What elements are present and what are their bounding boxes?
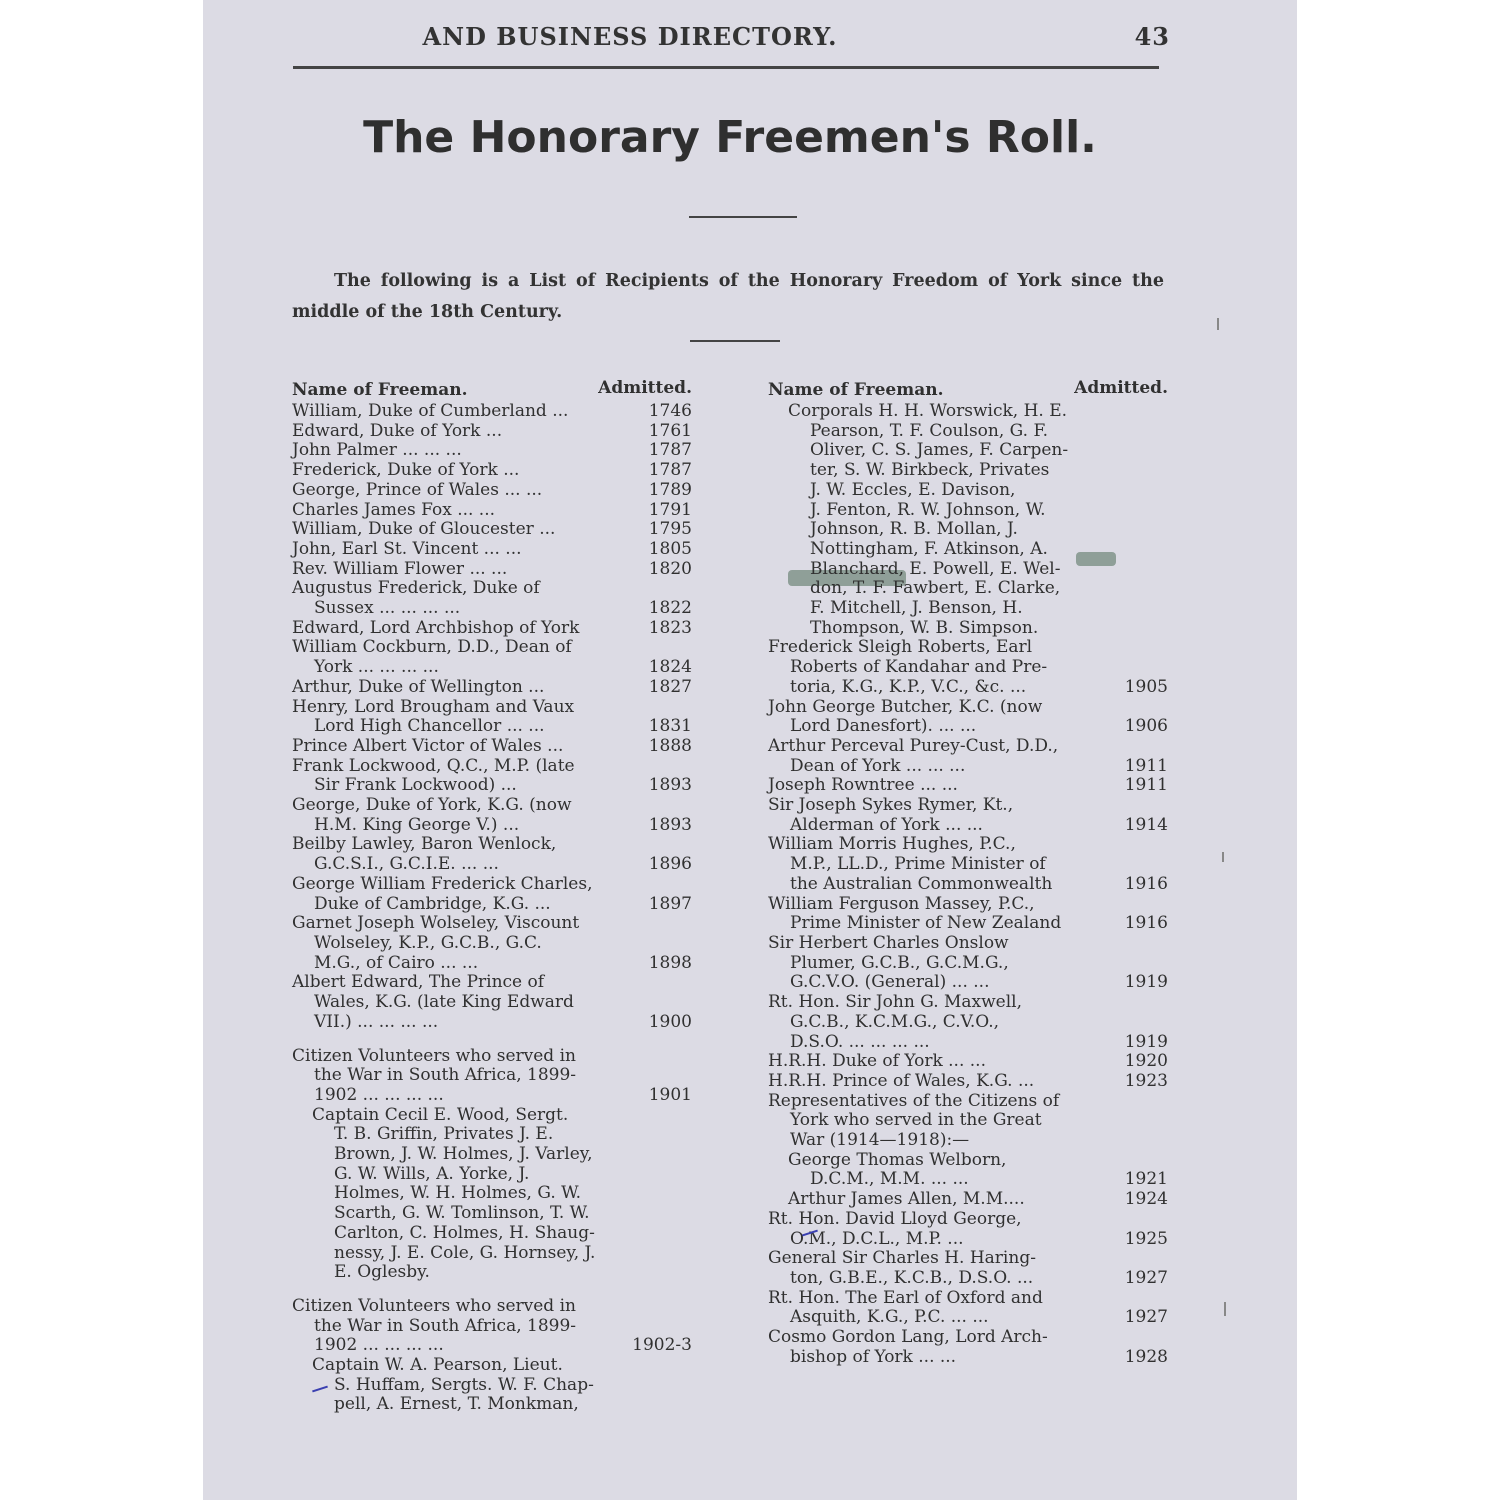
freeman-name [768, 1052, 1116, 1072]
admitted-year: 1896 [648, 854, 692, 875]
freeman-name-line: J. Fenton, R. W. Johnson, W. [810, 499, 1046, 520]
freeman-name [768, 796, 1116, 835]
freeman-entry [768, 835, 1168, 894]
freeman-name-line: Arthur Perceval Purey-Cust, D.D., [768, 735, 1059, 756]
freeman-entry [768, 1289, 1168, 1328]
freeman-name [768, 698, 1116, 737]
name-header: Name of Freeman. [768, 380, 944, 400]
freeman-name-line: Wolseley, K.P., G.C.B., G.C. [314, 932, 542, 953]
freeman-name-line: Dean of York ... ... ... [790, 755, 966, 776]
freeman-name-line: O.M., D.C.L., M.P. ... [790, 1228, 964, 1249]
freeman-name [768, 1072, 1116, 1092]
freeman-name [292, 757, 640, 796]
header-rule [293, 66, 1159, 69]
freeman-name-line: Rt. Hon. Sir John G. Maxwell, [768, 992, 1023, 1013]
freeman-name-line: Sir Frank Lockwood) ... [314, 775, 517, 796]
freeman-name-line: Lord High Chancellor ... ... [314, 716, 545, 737]
admitted-year: 1746 [648, 401, 692, 421]
freeman-entry [292, 796, 692, 835]
freeman-name-line: pell, A. Ernest, T. Monkman, [334, 1394, 579, 1415]
freeman-name-line: Holmes, W. H. Holmes, G. W. [334, 1183, 582, 1204]
freeman-name-line: Edward, Lord Archbishop of York [292, 617, 580, 638]
freeman-entry [292, 698, 692, 737]
freeman-entry [292, 757, 692, 796]
admitted-year: 1920 [1124, 1051, 1168, 1072]
freeman-name-line: William, Duke of Gloucester ... [292, 519, 556, 540]
freeman-name-line: Lord Danesfort). ... ... [790, 716, 977, 737]
admitted-year: 1824 [648, 657, 692, 678]
admitted-year: 1911 [1124, 775, 1168, 796]
freeman-name [292, 540, 640, 560]
admitted-year: 1897 [648, 893, 692, 914]
freeman-name-line: Representatives of the Citizens of [768, 1090, 1060, 1111]
freeman-name-line: J. W. Eccles, E. Davison, [810, 479, 1016, 500]
freeman-name-line: Nottingham, F. Atkinson, A. [810, 538, 1048, 559]
freeman-entry [292, 1297, 692, 1356]
freeman-name [292, 619, 640, 639]
freeman-name-line: War (1914—1918):— [790, 1130, 970, 1151]
freeman-name [292, 1047, 640, 1106]
admitted-year: 1827 [648, 676, 692, 697]
freeman-entry [292, 461, 692, 481]
freeman-name-line: bishop of York ... ... [790, 1346, 957, 1367]
freeman-name [768, 835, 1116, 894]
intro-paragraph: The following is a List of Recipients of the Honorary Freedom of York since the middle of the 18th Century. [292, 271, 1164, 322]
margin-mark [1217, 318, 1219, 330]
freeman-name-line: F. Mitchell, J. Benson, H. [810, 598, 1023, 619]
freeman-name-line: General Sir Charles H. Haring- [768, 1248, 1036, 1269]
freeman-name-line: Rt. Hon. David Lloyd George, [768, 1208, 1022, 1229]
page-number: 43 [1134, 22, 1170, 51]
freeman-name [292, 1297, 640, 1356]
freeman-name-line: John Palmer ... ... ... [292, 440, 462, 461]
freeman-name [768, 1092, 1116, 1151]
freeman-name-line: Sussex ... ... ... ... [314, 598, 461, 619]
freeman-entry [292, 619, 692, 639]
right-column [768, 374, 1168, 1367]
freeman-name-line: Blanchard, E. Powell, E. Wel- [810, 558, 1061, 579]
freeman-name-line: don, T. F. Fawbert, E. Clarke, [810, 578, 1061, 599]
freeman-name [768, 993, 1116, 1052]
freeman-name-line: Sir Herbert Charles Onslow [768, 932, 1009, 953]
freeman-entry [292, 678, 692, 698]
freeman-name-line: Plumer, G.C.B., G.C.M.G., [790, 952, 1009, 973]
freeman-entry [768, 1151, 1168, 1190]
freeman-name-line: Pearson, T. F. Coulson, G. F. [810, 420, 1048, 441]
freeman-name [768, 638, 1116, 697]
admitted-year: 1919 [1124, 1031, 1168, 1052]
freeman-name-line: ton, G.B.E., K.C.B., D.S.O. ... [790, 1267, 1034, 1288]
freeman-name-line: Carlton, C. Holmes, H. Shaug- [334, 1222, 595, 1243]
freeman-name-line: E. Oglesby. [334, 1262, 430, 1283]
admitted-year: 1927 [1124, 1307, 1168, 1328]
freeman-name-line: Charles James Fox ... ... [292, 499, 496, 520]
freeman-name [292, 835, 640, 874]
admitted-year: 1911 [1124, 755, 1168, 776]
freeman-name-line: Augustus Frederick, Duke of [292, 578, 540, 599]
freeman-name-line: H.R.H. Prince of Wales, K.G. ... [768, 1070, 1035, 1091]
freeman-name-line: D.S.O. ... ... ... ... [790, 1031, 930, 1052]
admitted-year: 1901 [648, 1084, 692, 1105]
admitted-year: 1924 [1124, 1189, 1168, 1210]
left-column-header [292, 374, 692, 402]
admitted-year: 1916 [1124, 913, 1168, 934]
left-column [292, 374, 692, 1415]
freeman-name-line: Cosmo Gordon Lang, Lord Arch- [768, 1327, 1048, 1348]
freeman-name-line: Corporals H. H. Worswick, H. E. [788, 401, 1068, 421]
admitted-year: 1927 [1124, 1267, 1168, 1288]
freeman-entry [768, 638, 1168, 697]
freeman-name [292, 520, 640, 540]
freeman-name [768, 402, 1136, 638]
freeman-name-line: H.M. King George V.) ... [314, 814, 520, 835]
freeman-name [768, 1249, 1116, 1288]
freeman-name-line: William Cockburn, D.D., Dean of [292, 637, 572, 658]
freeman-entry [292, 914, 692, 973]
freeman-name-line: Frederick, Duke of York ... [292, 460, 520, 481]
freeman-name-line: William Morris Hughes, P.C., [768, 834, 1016, 855]
admitted-year: 1888 [648, 735, 692, 756]
freeman-name-line: Sir Joseph Sykes Rymer, Kt., [768, 795, 1014, 816]
freeman-name [768, 1190, 1136, 1210]
admitted-year: 1822 [648, 598, 692, 619]
freeman-name-line: William Ferguson Massey, P.C., [768, 893, 1035, 914]
freeman-entry [768, 796, 1168, 835]
freeman-name [292, 698, 640, 737]
right-column-header [768, 374, 1168, 402]
freeman-name-line: toria, K.G., K.P., V.C., &c. ... [790, 676, 1027, 697]
admitted-year: 1893 [648, 775, 692, 796]
freeman-name-line: Roberts of Kandahar and Pre- [790, 657, 1048, 678]
freeman-name-line: Edward, Duke of York ... [292, 420, 503, 441]
admitted-year: 1916 [1124, 873, 1168, 894]
freeman-name-line: 1902 ... ... ... ... [314, 1084, 444, 1105]
freeman-name-line: Frank Lockwood, Q.C., M.P. (late [292, 755, 575, 776]
freeman-name [768, 737, 1116, 776]
freeman-name-line: M.G., of Cairo ... ... [314, 952, 479, 973]
freeman-name [292, 875, 640, 914]
admitted-year: 1914 [1124, 814, 1168, 835]
freeman-entry [292, 737, 692, 757]
freeman-entry [768, 1249, 1168, 1288]
freeman-name [292, 914, 640, 973]
margin-mark [1224, 1302, 1226, 1316]
admitted-year: 1919 [1124, 972, 1168, 993]
freeman-entry [768, 895, 1168, 934]
freeman-name-line: Arthur James Allen, M.M.... [788, 1189, 1025, 1210]
freeman-name-line: Asquith, K.G., P.C. ... ... [790, 1307, 989, 1328]
freeman-entry [292, 875, 692, 914]
admitted-year: 1906 [1124, 716, 1168, 737]
freeman-entry [292, 835, 692, 874]
admitted-year: 1923 [1124, 1070, 1168, 1091]
freeman-name-line: William, Duke of Cumberland ... [292, 401, 569, 421]
admitted-header: Admitted. [1074, 378, 1168, 398]
freeman-name-line: the War in South Africa, 1899- [314, 1315, 577, 1336]
intro-rule [690, 340, 780, 342]
freeman-entry [768, 1210, 1168, 1249]
left-entry-list [292, 402, 692, 1415]
freeman-entry [292, 540, 692, 560]
freeman-name-line: Arthur, Duke of Wellington ... [292, 676, 545, 697]
freeman-entry [292, 422, 692, 442]
freeman-name-line: M.P., LL.D., Prime Minister of [790, 854, 1046, 875]
right-entry-list [768, 402, 1168, 1367]
freeman-name [292, 638, 640, 677]
freeman-name [768, 895, 1116, 934]
freeman-name-line: Joseph Rowntree ... ... [768, 775, 958, 796]
admitted-year: 1761 [648, 420, 692, 441]
admitted-year: 1893 [648, 814, 692, 835]
freeman-entry [768, 1328, 1168, 1367]
freeman-name [292, 560, 640, 580]
freeman-name [292, 579, 640, 618]
freeman-entry [292, 441, 692, 461]
freeman-name [292, 461, 640, 481]
freeman-entry [292, 501, 692, 521]
admitted-year: 1787 [648, 460, 692, 481]
running-header [290, 22, 1170, 56]
freeman-entry [292, 973, 692, 1032]
freeman-entry [768, 698, 1168, 737]
freeman-entry [292, 1356, 692, 1415]
admitted-year: 1905 [1124, 676, 1168, 697]
admitted-year: 1795 [648, 519, 692, 540]
freeman-name-line: Thompson, W. B. Simpson. [810, 617, 1039, 638]
admitted-year: 1789 [648, 479, 692, 500]
freeman-name [292, 1356, 660, 1415]
freeman-name-line: Captain W. A. Pearson, Lieut. [312, 1355, 563, 1376]
freeman-name-line: George, Prince of Wales ... ... [292, 479, 543, 500]
freeman-name-line: the War in South Africa, 1899- [314, 1065, 577, 1086]
freeman-name-line: Garnet Joseph Wolseley, Viscount [292, 913, 580, 934]
freeman-name [292, 973, 640, 1032]
freeman-name-line: 1902 ... ... ... ... [314, 1335, 444, 1356]
freeman-name-line: Scarth, G. W. Tomlinson, T. W. [334, 1203, 590, 1224]
freeman-name-line: Citizen Volunteers who served in [292, 1295, 576, 1316]
admitted-year: 1925 [1124, 1228, 1168, 1249]
freeman-entry [768, 934, 1168, 993]
admitted-year: 1823 [648, 617, 692, 638]
freeman-name-line: Albert Edward, The Prince of [292, 972, 545, 993]
freeman-name-line: Henry, Lord Brougham and Vaux [292, 696, 575, 717]
freeman-name-line: George Thomas Welborn, [788, 1149, 1007, 1170]
freeman-entry [292, 1047, 692, 1106]
freeman-name [768, 1289, 1116, 1328]
admitted-year: 1831 [648, 716, 692, 737]
freeman-entry [292, 520, 692, 540]
admitted-year: 1898 [648, 952, 692, 973]
freeman-name-line: Brown, J. W. Holmes, J. Varley, [334, 1144, 593, 1165]
freeman-name-line: Captain Cecil E. Wood, Sergt. [312, 1104, 569, 1125]
freeman-name-line: VII.) ... ... ... ... [314, 1011, 439, 1032]
freeman-name [292, 1106, 660, 1283]
freeman-name-line: the Australian Commonwealth [790, 873, 1053, 894]
freeman-name [292, 402, 640, 422]
freeman-name-line: G.C.S.I., G.C.I.E. ... ... [314, 854, 499, 875]
freeman-entry [292, 481, 692, 501]
freeman-entry [768, 737, 1168, 776]
freeman-name [768, 1151, 1136, 1190]
admitted-year: 1900 [648, 1011, 692, 1032]
freeman-name [292, 737, 640, 757]
admitted-year: 1921 [1124, 1169, 1168, 1190]
freeman-name-line: Wales, K.G. (late King Edward [314, 992, 574, 1013]
freeman-name [768, 776, 1116, 796]
freeman-name [292, 441, 640, 461]
freeman-name-line: John, Earl St. Vincent ... ... [292, 538, 522, 559]
freeman-name-line: George William Frederick Charles, [292, 873, 593, 894]
freeman-name-line: Oliver, C. S. James, F. Carpen- [810, 440, 1069, 461]
freeman-name-line: Prime Minister of New Zealand [790, 913, 1062, 934]
freeman-name-line: Alderman of York ... ... [790, 814, 983, 835]
freeman-name-line: S. Huffam, Sergts. W. F. Chap- [334, 1374, 594, 1395]
freeman-name-line: T. B. Griffin, Privates J. E. [334, 1124, 554, 1145]
freeman-name [292, 796, 640, 835]
freeman-name-line: Beilby Lawley, Baron Wenlock, [292, 834, 557, 855]
admitted-year: 1928 [1124, 1346, 1168, 1367]
margin-mark [1222, 852, 1224, 862]
freeman-name [292, 481, 640, 501]
freeman-entry [768, 402, 1168, 638]
freeman-entry [292, 560, 692, 580]
freeman-name-line: Citizen Volunteers who served in [292, 1045, 576, 1066]
freeman-entry [292, 579, 692, 618]
freeman-name [768, 934, 1116, 993]
freeman-entry [768, 1052, 1168, 1072]
freeman-name-line: York who served in the Great [790, 1110, 1042, 1131]
freeman-name-line: Rt. Hon. The Earl of Oxford and [768, 1287, 1043, 1308]
admitted-year: 1787 [648, 440, 692, 461]
freeman-entry [292, 1106, 692, 1283]
freeman-name-line: Johnson, R. B. Mollan, J. [810, 519, 1018, 540]
freeman-entry [768, 776, 1168, 796]
admitted-year: 1902-3 [632, 1335, 692, 1356]
freeman-name [292, 501, 640, 521]
admitted-header: Admitted. [598, 378, 692, 398]
freeman-name-line: ter, S. W. Birkbeck, Privates [810, 460, 1050, 481]
freeman-name-line: Rev. William Flower ... ... [292, 558, 508, 579]
freeman-name-line: York ... ... ... ... [314, 657, 439, 678]
freeman-name-line: D.C.M., M.M. ... ... [810, 1169, 969, 1190]
freeman-name-line: Prince Albert Victor of Wales ... [292, 735, 564, 756]
page-title: The Honorary Freemen's Roll. [363, 112, 1097, 163]
freeman-name-line: G. W. Wills, A. Yorke, J. [334, 1163, 530, 1184]
admitted-year: 1791 [648, 499, 692, 520]
title-rule [689, 216, 797, 218]
freeman-name-line: G.C.B., K.C.M.G., C.V.O., [790, 1011, 1000, 1032]
freeman-entry [768, 1092, 1168, 1151]
admitted-year: 1805 [648, 538, 692, 559]
freeman-name-line: George, Duke of York, K.G. (now [292, 795, 572, 816]
freeman-name [292, 678, 640, 698]
admitted-year: 1820 [648, 558, 692, 579]
freeman-name [292, 422, 640, 442]
freeman-name-line: John George Butcher, K.C. (now [768, 696, 1043, 717]
freeman-entry [292, 638, 692, 677]
freeman-name-line: Duke of Cambridge, K.G. ... [314, 893, 551, 914]
freeman-name-line: G.C.V.O. (General) ... ... [790, 972, 990, 993]
running-title: AND BUSINESS DIRECTORY. [422, 22, 838, 51]
freeman-entry [768, 1190, 1168, 1210]
freeman-name-line: H.R.H. Duke of York ... ... [768, 1051, 986, 1072]
freeman-entry [768, 1072, 1168, 1092]
name-header: Name of Freeman. [292, 380, 468, 400]
freeman-entry [292, 402, 692, 422]
freeman-entry [768, 993, 1168, 1052]
freeman-name [768, 1210, 1116, 1249]
freeman-name [768, 1328, 1116, 1367]
freeman-name-line: Frederick Sleigh Roberts, Earl [768, 637, 1033, 658]
freeman-name-line: nessy, J. E. Cole, G. Hornsey, J. [334, 1242, 596, 1263]
